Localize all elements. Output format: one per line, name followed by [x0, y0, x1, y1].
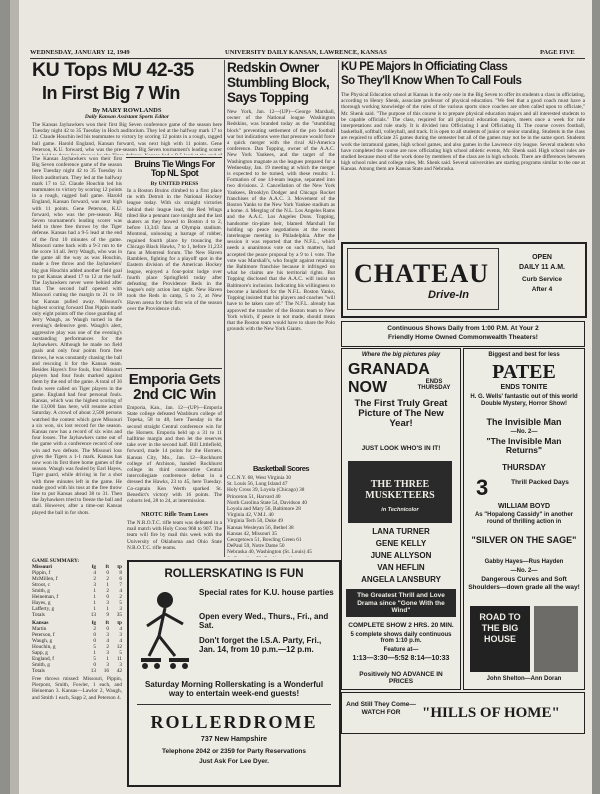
patee-thursday: THURSDAY: [502, 463, 546, 472]
nrotc-body: The N.R.O.T.C. rifle team was defeated in a mail match with Holy Cross 968 to 907. The team will fire by mail this week with the University of Oklahoma and Ohio State N.R.O.T.C. rifle teams.: [127, 520, 222, 551]
hills-ad: [341, 692, 585, 734]
granada-feature-at: Feature at—: [383, 647, 419, 653]
granada-now: NOW: [348, 379, 388, 396]
bruins-byline: By UNITED PRESS: [150, 181, 199, 187]
box-header-row: Kansas fg ft tp: [32, 620, 122, 626]
granada-times: 1:13—3:30—5:52 8:14—10:33: [352, 655, 450, 662]
rollerskating-b2: Open every Wed., Thurs., Fri., and Sat.: [199, 612, 329, 630]
score-line: Loyola and Mary 56, Baltimore 28: [227, 506, 301, 513]
score-line: DePaul 59, Notre Dame 50: [227, 543, 285, 550]
rollerdrome-phone: Telephone 2042 or 2359 for Party Reservations: [161, 748, 307, 755]
rollerskating-matinee: Saturday Morning Rollerskating is a Wonderful way to entertain week-end guests!: [144, 680, 324, 698]
box-score-footer: Free throws missed: Missouri, Pippin, Pierpont, Smith, Fowler, 1 each, and Heineman 3. Kansas—Lawlor 2, Waugh, and Smith 1 each, Sapp 2, and Peterson 4.: [32, 676, 122, 701]
score-line: [227, 556, 335, 557]
box-player-row: England, f 5 1 11: [32, 656, 122, 662]
page-binding-edge: [10, 0, 19, 794]
box-player-row: Smith, g 1 2 4: [32, 588, 122, 594]
box-total-row: Totals 13 16 42: [32, 668, 122, 674]
granada-complete: COMPLETE SHOW 2 HRS. 20 MIN.: [348, 622, 454, 629]
masthead-paper: UNIVERSITY DAILY KANSAN, LAWRENCE, KANSAS: [225, 49, 387, 56]
box-player-row: Smith, g 0 3 3: [32, 662, 122, 668]
box-player-row: Heineman, f 1 0 2: [32, 594, 122, 600]
chateau-after: After 4: [531, 286, 553, 293]
score-line: Nebraska 40, Washington (St. Louis) 45: [227, 549, 312, 556]
box-player-row: Martin 2 0 4: [32, 626, 122, 632]
officiating-headline-2: So They'll Know When To Call Fouls: [341, 75, 522, 87]
box-player-row: McMillen, f 2 2 6: [32, 576, 122, 582]
patee-title2: "The Invisible Man Returns": [486, 436, 562, 455]
score-line: C.C.N.Y. 68, West Virginia 30: [227, 475, 292, 481]
rollerdrome-ask: Just Ask For Lee Dyer.: [199, 758, 269, 765]
scores-title: Basketball Scores: [252, 464, 310, 473]
box-score-kansas: [32, 620, 122, 674]
granada-positively: Positively NO ADVANCE IN PRICES: [359, 671, 443, 685]
patee-road: ROAD TO THE BIG HOUSE: [479, 612, 521, 644]
hills-title: "HILLS OF HOME": [422, 705, 560, 721]
bruins-body: In a Boston Bruins climbed to a first place tie with Detroit in the National Hockey league today. With six straight victories behind their league lead, the Red Wings tilted like a pennant race tonight and the last skaters as they bowed to Boston 4 to 2, before 13,343 fans at Olympia stadium. Montreal, unloosing a barrage of rubber, regained fourth place by trouncing the Chicago Black Hawks, 7 to 1, before 11,233 fans at Montreal forum. The New Haven Ramblers, fighting for a playoff spot in the Eastern division of the American Hockey league, enjoyed a four-point lodge over fourth place Springfield today after defeating the Providence Reds in the league's only action last night. New Haven took the Reds in camp, 5 to 2, at New Haven arena for their first win of the season over the Providence club.: [127, 188, 222, 312]
newspaper-page: [10, 0, 592, 794]
bruins-headline: Bruins Tie Wings For Top NL Spot: [134, 159, 215, 178]
granada-theater: GRANADA: [348, 361, 430, 378]
officiating-body: The Physical Education school at Kansas is the only one in the Big Seven to offer its students a class in officiating, according to Henry Shenk, associate professor of physical education. "We feel that a good coach must have a thorough working knowledge of the rules of the various sports since coaches are often called upon to officiate," Mr. Shenk said. "The purpose of this course is to prepare physical education majors and all interested students to be capable officials." The class, required for all physical education majors, meets once a week for rule interpretations and rule study. It is divided into Officiating I and Officiating II. The course covers football, basketball, softball, volleyball, and track. It is open to all students of junior or senior standing. Students in the class are required to officiate 25 games during the semester but all of the games may not be in the same sport. Students work the intramural games, high school games, and also games in the Lawrence city league. Several students who have completed the course are now officiating high school athletic events, Mr. Shenk said. High school rules are studied because most of the work done by members of the class are in high schools. There are differences between high school rules and college rules, Mr. Shenk said. Several universities are starting programs similar to the one at Kansas. Among them are Kansas State and Nebraska.: [341, 92, 585, 173]
emporia-top-rule: [126, 368, 222, 369]
lead-body-col: The Kansas Jayhawkers won their first Big Seven conference game of the season here Tuesday night 42 to 35 Tuesday in Hoch auditorium. They led at the halfway mark 17 to 12. Claude Houchin led his teammates to victory by scoring 12 points in a rough, ragged ball game. Harold England, Kansan forward, was next high with 11 points. Gene Peterson, K.U. forward, who was the pre-season Big Seven tournament's leading scorer was held to three free throws by the Tiger defense. Kansas had a 9-5 lead at the end of the first 10 minutes of the game. Missouri came back with a 9-3 run to tie the score 14 all. Jerry Waugh, who was in the game all the way as was Houchin, made a free throw and the Jayhawkers' big gun Houchin added another field goal to put Kansas ahead 17 to 12 at the half. The Jayhawkers never were behind after that. The second half opened with Missouri cutting the margin to 21 to 18 but Kansas pulled away. Missouri's highest scoring forward Dan Pippin made only eight points off the close guarding of Jerry Waugh, as Waugh turned in the evening's defensive gem. Waugh's alert, aggressive play was one of the evening's outstanding performances for the Jayhawkers. Although he made no field goals and only four points from free throws, he was constantly chasing the ball and rescuing it for the Kansas team. Besides Hayes's five fouls, four Missouri players had four fouls marked against them by the end of the game. A total of 36 fouls were called on Tiger players in the game. England had four personal fouls. Kansas, which was the highest scoring of the 13,000 fans here, will resume action Saturday. A crowd of about 2,500 persons watched the contest which gave Missouri a six won, six lost record for the season. Kansas now has a record of six wins and four losses. The Jayhawkers came out of the game with a conference record of one win and two defeats. The Missouri loss gives the Tigers a 1-1 mark. Kansas has now won its first three home games of the season. Waugh was fouled by Earl Hayes, Tiger guard, while driving in for a shot with three minutes left in the game. He made good with his toss at the free throw line to put Kansas ahead 38 to 31. Then the Jayhawkers tried to freeze the ball and stall. However, after a time-out Kansas played the ball in for shots.: [32, 156, 122, 516]
big-house-art: [470, 606, 530, 672]
nrotc-headline: NROTC Rifle Team Loses: [141, 512, 208, 518]
box-player-row: Peterson, f 0 3 3: [32, 632, 122, 638]
redskin-headline-3: Says Topping: [227, 90, 309, 105]
patee-thrill: Thrill Packed Days: [511, 479, 569, 486]
lead-headline-2: In First Big 7 Win: [42, 83, 180, 103]
hills-line: And Still They Come— WATCH FOR: [346, 701, 416, 716]
emporia-headline-1: Emporia Gets: [128, 371, 221, 388]
big-house-photo: [534, 606, 578, 672]
lead-headline-1: KU Tops MU 42-35: [32, 59, 194, 81]
granada-star4: VAN HEFLIN: [377, 563, 425, 572]
skater-illustration: [135, 586, 195, 672]
score-line: Georgetown 51, Bowling Green 61: [227, 537, 302, 544]
score-line: St. Louis 56, Long Island 47: [227, 481, 288, 488]
granada-bottom-banner: [346, 589, 456, 617]
column-rule-1: [224, 60, 225, 557]
box-header-row: Missouri fg ft tp: [32, 564, 122, 570]
rollerskating-b3: Don't forget the I.S.A. Party, Fri., Jan. 14, from 10 p.m.—12 p.m.: [199, 636, 322, 654]
patee-three: 3: [476, 475, 489, 500]
granada-feature: The First Truly Great Picture of The New Year!: [354, 398, 448, 429]
score-line: Princeton 51, Harvard 40: [227, 493, 281, 500]
granada-star5: ANGELA LANSBURY: [361, 575, 441, 584]
chateau-open: OPEN: [532, 254, 552, 261]
granada-bottom: The Greatest Thrill and Love Drama since "Gone With the Wind": [357, 592, 445, 614]
patee-no2: —No. 2—: [510, 429, 538, 435]
scores-list: [227, 475, 335, 557]
patee-cast: John Shelton—Ann Doran: [486, 676, 562, 682]
box-player-row: Waugh, g 0 4 4: [32, 638, 122, 644]
granada-shows: 5 complete shows daily continuous from 1:10 p.m.: [350, 632, 452, 644]
commonwealth-line1: Continuous Shows Daily from 1:00 P.M. At Your 2: [387, 325, 539, 332]
chateau-ad: [341, 242, 587, 318]
box-player-row: Sapp, g 1 3 5: [32, 650, 122, 656]
column-rule-2: [338, 60, 339, 240]
emporia-body: Emporia, Kan., Jan. 12—(UP)—Emporia State college defeated Washburn college of Topeka, 58 to 48, here Tuesday in the second straight Central conference win for the Hornets. Emporia held up a 31 to 11 halftime margin and then let the reserves take over in the second half. Bill Littlefield, forward, made 14 points for the Hornets. Kansas City, Mo., Jan. 12—Rockhurst college of Atchison, handed Rockhurst college its third consecutive Central intercollegiate conference defeat in a dressed the Hawks, 23 to 45, here Tuesday. Co-captain Ken Werth sparked St. Benedict's victory with 16 points. The cohorts led, 28 to 24, at intermission.: [127, 405, 222, 505]
chateau-sub: Drive-In: [428, 289, 469, 301]
score-line: Virginia Tech 50, Duke 49: [227, 518, 284, 525]
commonwealth-line2: Friendly Home Owned Commonwealth Theaters!: [388, 334, 538, 341]
score-line: Kansas Wesleyan 56, Bethel 38: [227, 524, 294, 531]
emporia-headline-2: 2nd CIC Win: [133, 386, 216, 403]
score-line: Kansas 42, Missouri 35: [227, 530, 278, 537]
rollerskating-headline: ROLLERSKATING IS FUN: [164, 568, 304, 580]
box-player-row: Pippin, f 4 0 8: [32, 570, 122, 576]
patee-title1: The Invisible Man: [486, 417, 562, 427]
patee-co: Gabby Hayes—Rus Hayden: [484, 559, 564, 565]
redskin-headline-1: Redskin Owner: [227, 60, 319, 75]
granada-star2: GENE KELLY: [375, 539, 427, 548]
officiating-headline-1: KU PE Majors In Officiating Class: [341, 61, 508, 73]
patee-star: WILLIAM BOYD: [497, 503, 551, 510]
chateau-logo: [347, 248, 499, 310]
box-score-title: GAME SUMMARY:: [32, 558, 80, 564]
box-score: [32, 558, 122, 708]
granada-star1: LANA TURNER: [372, 527, 430, 536]
commonwealth-banner: [341, 321, 585, 347]
score-line: North Carolina State 54, Davidson 40: [227, 499, 308, 506]
granada-ends: ENDS THURSDAY: [417, 379, 451, 391]
patee-no2b: —No. 2—: [510, 568, 538, 574]
box-player-row: Stroot, c 3 1 7: [32, 582, 122, 588]
musketeers-color: in Technicolor: [381, 507, 419, 513]
patee-theater: PATEE: [492, 361, 556, 383]
lead-byline: By MARY ROWLANDS: [92, 107, 162, 114]
box-player-row: Hayes, g 1 3 5: [32, 600, 122, 606]
rollerdrome-address: 737 New Hampshire: [200, 736, 268, 743]
patee-as: As "Hopalong Cassidy" in another round of thrilling action in: [474, 512, 574, 525]
rollerskating-ad: [127, 560, 341, 787]
masthead-date: WEDNESDAY, JANUARY 12, 1949: [30, 49, 130, 56]
score-line: Virginia 42, V.M.I. 40: [227, 512, 274, 519]
box-player-row: Houchin, g 5 2 12: [32, 644, 122, 650]
chateau-daily: DAILY 11 A.M.: [518, 264, 566, 271]
chateau-name: CHATEAU: [354, 259, 490, 288]
lead-body-top: The Kansas Jayhawkers won their first Big Seven conference game of the season here Tuesday night 42 to 35 Tuesday in Hoch auditorium. They led at the halfway mark 17 to 12. Claude Houchin led his teammates to victory by scoring 12 points in a rough, ragged ball game. Harold England, Kansan forward, was next high with 11 points. Gene Peterson, K.U. forward, who was the pre-season Big Seven tournament's leading scorer: [32, 122, 222, 153]
patee-feature1: H. G. Wells' fantastic out of this world Double Mystery, Horror Show!: [470, 394, 578, 407]
patee-ad: [463, 348, 585, 690]
rollerdrome-name: ROLLERDROME: [150, 712, 318, 732]
granada-star3: JUNE ALLYSON: [370, 551, 432, 560]
granada-ad: [341, 348, 461, 690]
masthead-page: PAGE FIVE: [540, 49, 575, 56]
chateau-curb: Curb Service: [521, 276, 563, 283]
patee-title4: Dangerous Curves and Soft Shoulders—down grade all the way!: [468, 576, 580, 591]
redskin-headline-2: Stumbling Block,: [227, 75, 330, 90]
score-line: Holy Cross 39, Loyola (Chicago) 38: [227, 487, 305, 494]
box-score-missouri: [32, 564, 122, 618]
bruins-top-rule: [126, 157, 222, 158]
granada-tagline: Where the big pictures play: [361, 352, 441, 358]
musketeers-art: [348, 461, 452, 523]
patee-ends: ENDS TONITE: [500, 384, 548, 391]
redskin-body: New York, Jan. 12—(UP)—George Marshall, owner of the National league Washington Redskins, was branded today as the "stumbling block" preventing settlement of the pro football war but indications were that pressure would force a quick merger with the rival All-America conference. Dan Topping, owner of the A.A.C. New York Yankees, and the target of the Washington magnate as the leagues prepared for a Wednesday, Jan. 19 meeting at which the merger is expected to be turned, with these results: 1. Formation of one 14-team league, separated into two divisions. 2. Cancellation of the New York Yankees, Brooklyn Dodger and Chicago Rocket franchises of the A.A.C. 3. Movement of the Boston Yanks to the New York Yankee stadium as a home. 4. Merging of the N.L. Los Angeles Rams and the A.A.C. Los Angeles Dons. Topping, handsome tin-plate heir, blamed Marshall for holding up peace negotiations at the recent interleague meeting in Philadelphia. After the session it was reported that the N.F.L., which needs a unanimous vote on such matters, had accepted the peace proposal by a 9 to 1 vote. The vote was Marshall's, who fought against retaining the Baltimore franchise because it infringed on what he claims are his territorial rights. But Topping disclosed that the A.A.C. will insist on Baltimore's inclusion. Indicating his willingness to become a landlord for the N.F.L. Boston Yanks, Topping insisted that his players and coaches "will have to be taken care of." The N.F.L. already has approved the transfer of the Boston team to New York which, if peace is not made, should mean that the Boston team would have to share the Polo grounds with the New York Giants.: [227, 109, 335, 333]
patee-tagline: Biggest and best for less: [488, 352, 560, 358]
patee-title3: "SILVER ON THE SAGE": [471, 535, 577, 545]
box-total-row: Totals 13 9 35: [32, 612, 122, 618]
musketeers-title: THE THREE MUSKETEERS: [365, 479, 435, 501]
box-player-row: Lafferty, g 1 1 3: [32, 606, 122, 612]
granada-just-look: JUST LOOK WHO'S IN IT!: [361, 445, 441, 452]
lead-byline-title: Daily Kansan Assistant Sports Editor: [84, 114, 170, 120]
rollerskating-divider: [137, 704, 331, 705]
rollerskating-b1: Special rates for K.U. house parties: [199, 588, 334, 597]
